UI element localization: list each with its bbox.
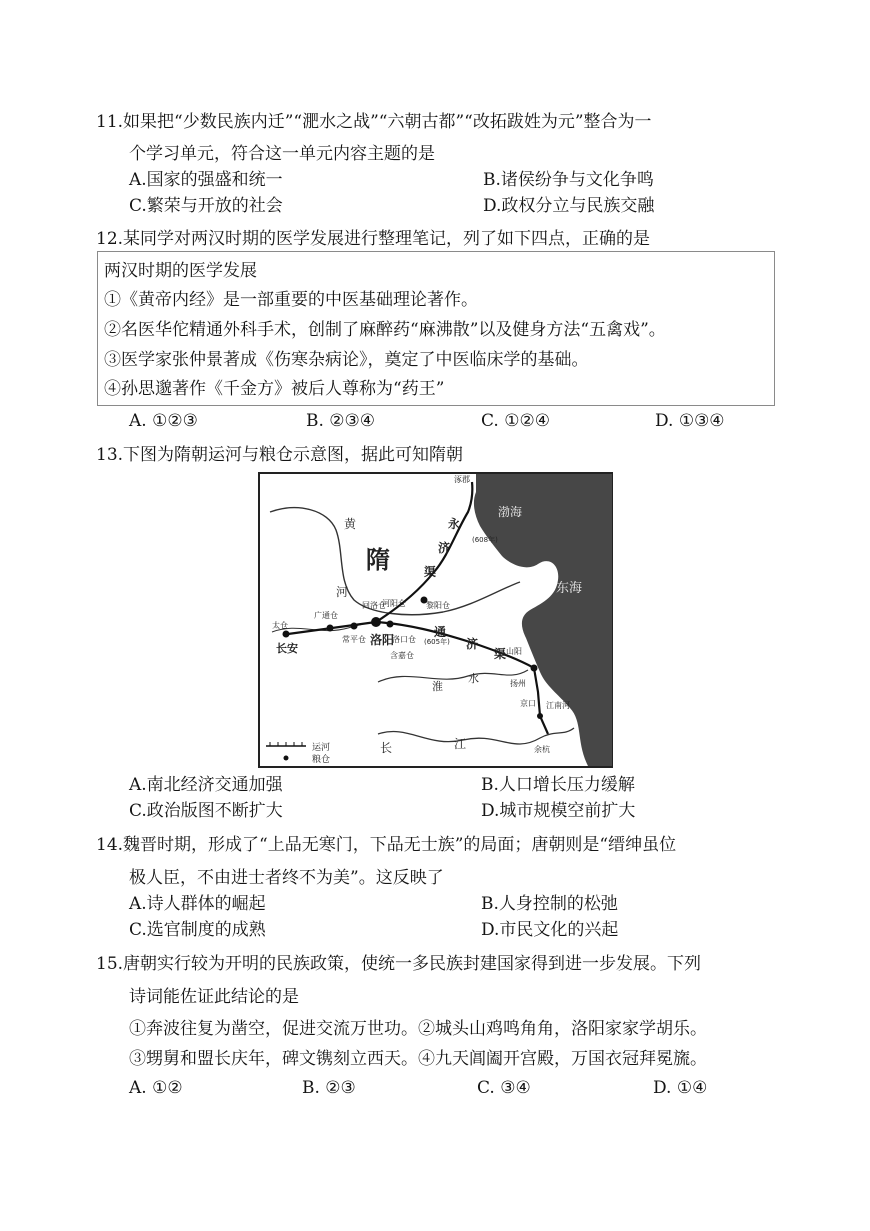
- q15-option-c: C. ③④: [477, 1078, 531, 1098]
- q13-option-d: D.城市规模空前扩大: [481, 801, 636, 821]
- q11-option-d: D.政权分立与民族交融: [483, 196, 655, 216]
- label-hanjia: 含嘉仓: [390, 651, 414, 660]
- city-jingkou-marker: [537, 713, 543, 719]
- q15-stem-line2: 诗词能佐证此结论的是: [129, 987, 299, 1007]
- q14-stem-line2: 极人臣，不由进士者终不为美”。这反映了: [129, 868, 444, 888]
- q12-point-4: ④孙思邈著作《千金方》被后人尊称为“药王”: [104, 379, 445, 399]
- q15-stem-line1: 15.唐朝实行较为开明的民族政策，使统一多民族封建国家得到进一步发展。下列: [96, 954, 702, 974]
- label-guangtong: 广通仓: [314, 611, 338, 620]
- label-jiangnan-canal: 江南河: [546, 701, 570, 710]
- label-yongji-3: 渠: [424, 565, 437, 579]
- label-river-huai: 淮: [432, 680, 443, 693]
- q11-stem-line2: 个学习单元，符合这一单元内容主题的是: [129, 144, 435, 164]
- label-tongji-1: 通: [434, 625, 447, 639]
- q13-option-c: C.政治版图不断扩大: [129, 801, 283, 821]
- granary-shanyang: [531, 665, 538, 672]
- q12-box-title: 两汉时期的医学发展: [104, 261, 257, 281]
- q14-option-a: A.诗人群体的崛起: [129, 894, 266, 914]
- label-shanyang: 山阳: [506, 647, 522, 656]
- label-changan: 长安: [276, 642, 298, 655]
- label-year-608: (608年): [472, 536, 498, 544]
- q15-poems-line1: ①奔波往复为凿空，促进交流万世功。②城头山鸡鸣角角，洛阳家家学胡乐。: [129, 1019, 707, 1039]
- q14-option-c: C.选官制度的成熟: [129, 920, 266, 940]
- q12-option-d: D. ①③④: [655, 411, 725, 431]
- label-zhuojun: 涿郡: [454, 475, 470, 484]
- label-jingkou: 京口: [520, 699, 536, 708]
- q14-stem-line1: 14.魏晋时期，形成了“上品无寒门，下品无士族”的局面；唐朝则是“缙绅虽位: [96, 835, 677, 855]
- q12-point-1: ①《黄帝内经》是一部重要的中医基础理论著作。: [104, 290, 478, 310]
- q15-option-d: D. ①④: [653, 1078, 708, 1098]
- q15-option-a: A. ①②: [129, 1078, 183, 1098]
- q15-option-b: B. ②③: [302, 1078, 356, 1098]
- label-yongji-2: 济: [438, 541, 451, 555]
- label-river-chang: 长: [380, 741, 393, 755]
- sui-canal-granary-map: [258, 472, 613, 768]
- q12-stem: 12.某同学对两汉时期的医学发展进行整理笔记，列了如下四点，正确的是: [96, 229, 651, 249]
- q14-option-d: D.市民文化的兴起: [481, 920, 619, 940]
- q11-option-a: A.国家的强盛和统一: [129, 170, 283, 190]
- q11-option-b: B.诸侯纷争与文化争鸣: [483, 170, 654, 190]
- q12-option-b: B. ②③④: [306, 411, 376, 431]
- q12-point-2: ②名医华佗精通外科手术，创制了麻醉药“麻沸散”以及健身方法“五禽戏”。: [104, 320, 666, 340]
- q11-stem-line1: 11.如果把“少数民族内迁”“淝水之战”“六朝古都”“改拓跋姓为元”整合为一: [96, 112, 652, 132]
- label-luoyang: 洛阳: [370, 633, 395, 647]
- label-yongji-1: 永: [448, 517, 461, 531]
- label-heyang: 河阳仓: [382, 599, 406, 608]
- q13-stem: 13.下图为隋朝运河与粮仓示意图，据此可知隋朝: [96, 445, 464, 465]
- granary-taicang: [283, 631, 290, 638]
- label-river-he: 河: [336, 585, 349, 599]
- granary-guangtong: [327, 625, 334, 632]
- label-yuhang: 余杭: [534, 745, 550, 754]
- q14-option-b: B.人身控制的松弛: [481, 894, 618, 914]
- q12-option-a: A. ①②③: [129, 411, 198, 431]
- label-sui: 隋: [366, 546, 390, 574]
- label-donghai: 东海: [556, 581, 583, 596]
- label-changping: 常平仓: [342, 635, 366, 644]
- q15-poems-line2: ③甥舅和盟长庆年，碑文镌刻立西天。④九天阊阖开宫殿，万国衣冠拜冕旒。: [129, 1049, 707, 1069]
- city-luoyang-marker: [371, 617, 381, 627]
- granary-changping: [351, 623, 358, 630]
- label-huiluo: 回洛仓: [362, 601, 386, 610]
- q11-option-c: C.繁荣与开放的社会: [129, 196, 283, 216]
- label-luokou: 洛口仓: [392, 635, 416, 644]
- label-tongji-3: 渠: [494, 647, 507, 661]
- label-taicang: 太仓: [272, 621, 288, 630]
- legend-granary: 粮仓: [312, 755, 331, 765]
- label-liyang: 黎阳仓: [426, 601, 450, 610]
- q12-option-c: C. ①②④: [481, 411, 550, 431]
- q12-point-3: ③医学家张仲景著成《伤寒杂病论》，奠定了中医临床学的基础。: [104, 350, 589, 370]
- label-river-huang: 黄: [344, 517, 357, 531]
- granary-luokou: [387, 621, 394, 628]
- q13-option-a: A.南北经济交通加强: [129, 775, 283, 795]
- label-yangzhou: 扬州: [510, 679, 526, 688]
- label-bohai: 渤海: [498, 505, 523, 519]
- legend-canal: 运河: [312, 743, 331, 753]
- label-tongji-2: 济: [466, 637, 479, 651]
- label-river-jiang: 江: [454, 737, 467, 751]
- label-river-shui: 水: [468, 672, 479, 685]
- q13-option-b: B.人口增长压力缓解: [481, 775, 635, 795]
- label-year-605: (605年): [424, 638, 450, 646]
